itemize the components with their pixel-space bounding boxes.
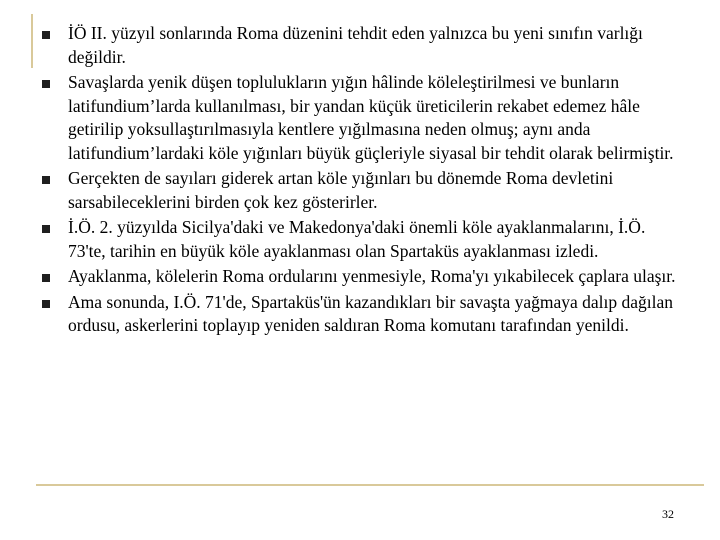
bullet-item <box>36 216 676 263</box>
bullet-item <box>36 167 676 214</box>
bullet-item <box>36 22 676 69</box>
bullet-text: Ayaklanma, kölelerin Roma ordularını yenmesiyle, Roma'yı yıkabilecek çaplara ulaşır. <box>68 266 676 286</box>
square-bullet-icon <box>42 80 50 88</box>
bullet-text: İÖ II. yüzyıl sonlarında Roma düzenini tehdit eden yalnızca bu yeni sınıfın varlığı değildir. <box>68 23 643 67</box>
square-bullet-icon <box>42 176 50 184</box>
bullet-item <box>36 71 676 165</box>
bullet-list <box>36 22 676 338</box>
bullet-text: Savaşlarda yenik düşen toplulukların yığın hâlinde köleleştirilmesi ve bunların latifundium’larda kullanılması, bir yandan küçük üreticilerin rekabet edemez hâle getirilip yoksullaştırılmasıyla kentlere yığılmasına neden olmuş; aynı anda latifundium’lardaki köle yığınları büyük güçleriyle siyasal bir tehdit olarak belirmiştir. <box>68 72 674 163</box>
decorative-horizontal-line <box>36 484 704 486</box>
page-number: 32 <box>662 507 674 521</box>
bullet-item <box>36 265 676 289</box>
bullet-text: İ.Ö. 2. yüzyılda Sicilya'daki ve Makedonya'daki önemli köle ayaklanmalarını, İ.Ö. 73'te, tarihin en büyük köle ayaklanması olan Spartaküs ayaklanması izledi. <box>68 217 646 261</box>
bullet-item <box>36 291 676 338</box>
square-bullet-icon <box>42 225 50 233</box>
decorative-vertical-line <box>31 14 33 68</box>
slide-content <box>36 22 676 340</box>
bullet-text: Ama sonunda, I.Ö. 71'de, Spartaküs'ün kazandıkları bir savaşta yağmaya dalıp dağılan ordusu, askerlerini toplayıp yeniden saldıran Roma komutanı tarafından yenildi. <box>68 291 674 335</box>
square-bullet-icon <box>42 274 50 282</box>
bullet-text: Gerçekten de sayıları giderek artan köle yığınları bu dönemde Roma devletini sarsabileceklerini birden çok kez gösterirler. <box>68 168 614 212</box>
square-bullet-icon <box>42 31 50 39</box>
square-bullet-icon <box>42 300 50 308</box>
